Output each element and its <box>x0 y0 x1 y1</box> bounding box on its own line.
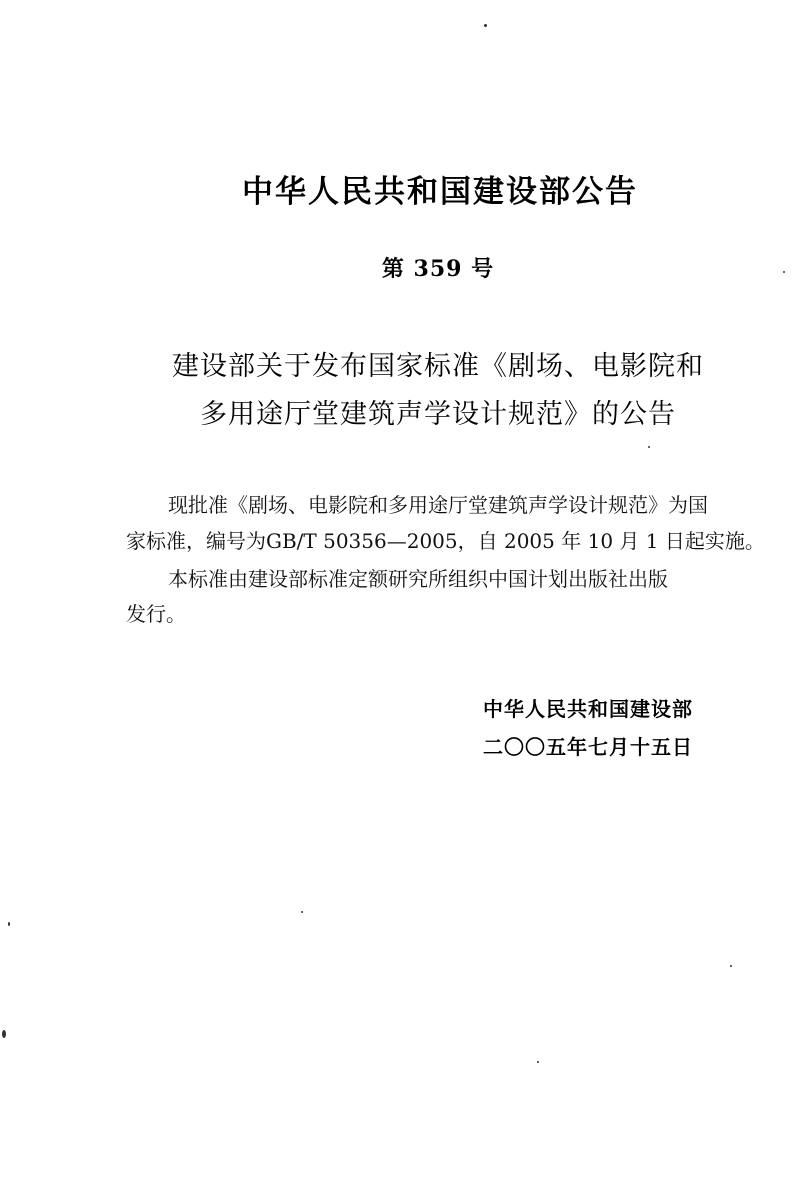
scan-speck <box>8 922 10 926</box>
signature-date: 二〇〇五年七月十五日 <box>483 735 693 759</box>
scan-speck <box>730 965 732 967</box>
scan-speck <box>648 446 650 448</box>
body-paragraph-1-line-1: 现批准《剧场、电影院和多用途厅堂建筑声学设计规范》为国 <box>168 493 708 517</box>
scan-speck <box>783 271 785 273</box>
signature-organization: 中华人民共和国建设部 <box>483 697 693 721</box>
scan-speck <box>301 911 303 913</box>
announcement-subtitle-line-1: 建设部关于发布国家标准《剧场、电影院和 <box>172 351 704 382</box>
body-paragraph-2-line-1: 本标准由建设部标准定额研究所组织中国计划出版社出版 <box>168 567 668 591</box>
scan-speck <box>484 24 487 27</box>
scan-speck <box>2 1030 6 1038</box>
scan-speck <box>537 1061 539 1063</box>
issue-number: 第 359 号 <box>381 256 495 282</box>
announcement-title: 中华人民共和国建设部公告 <box>242 174 638 210</box>
body-paragraph-1-line-2: 家标准，编号为GB/T 50356—2005，自 2005 年 10 月 1 日起实施。 <box>126 529 765 553</box>
body-paragraph-2-line-2: 发行。 <box>126 602 186 626</box>
announcement-subtitle-line-2: 多用途厅堂建筑声学设计规范》的公告 <box>200 399 676 430</box>
